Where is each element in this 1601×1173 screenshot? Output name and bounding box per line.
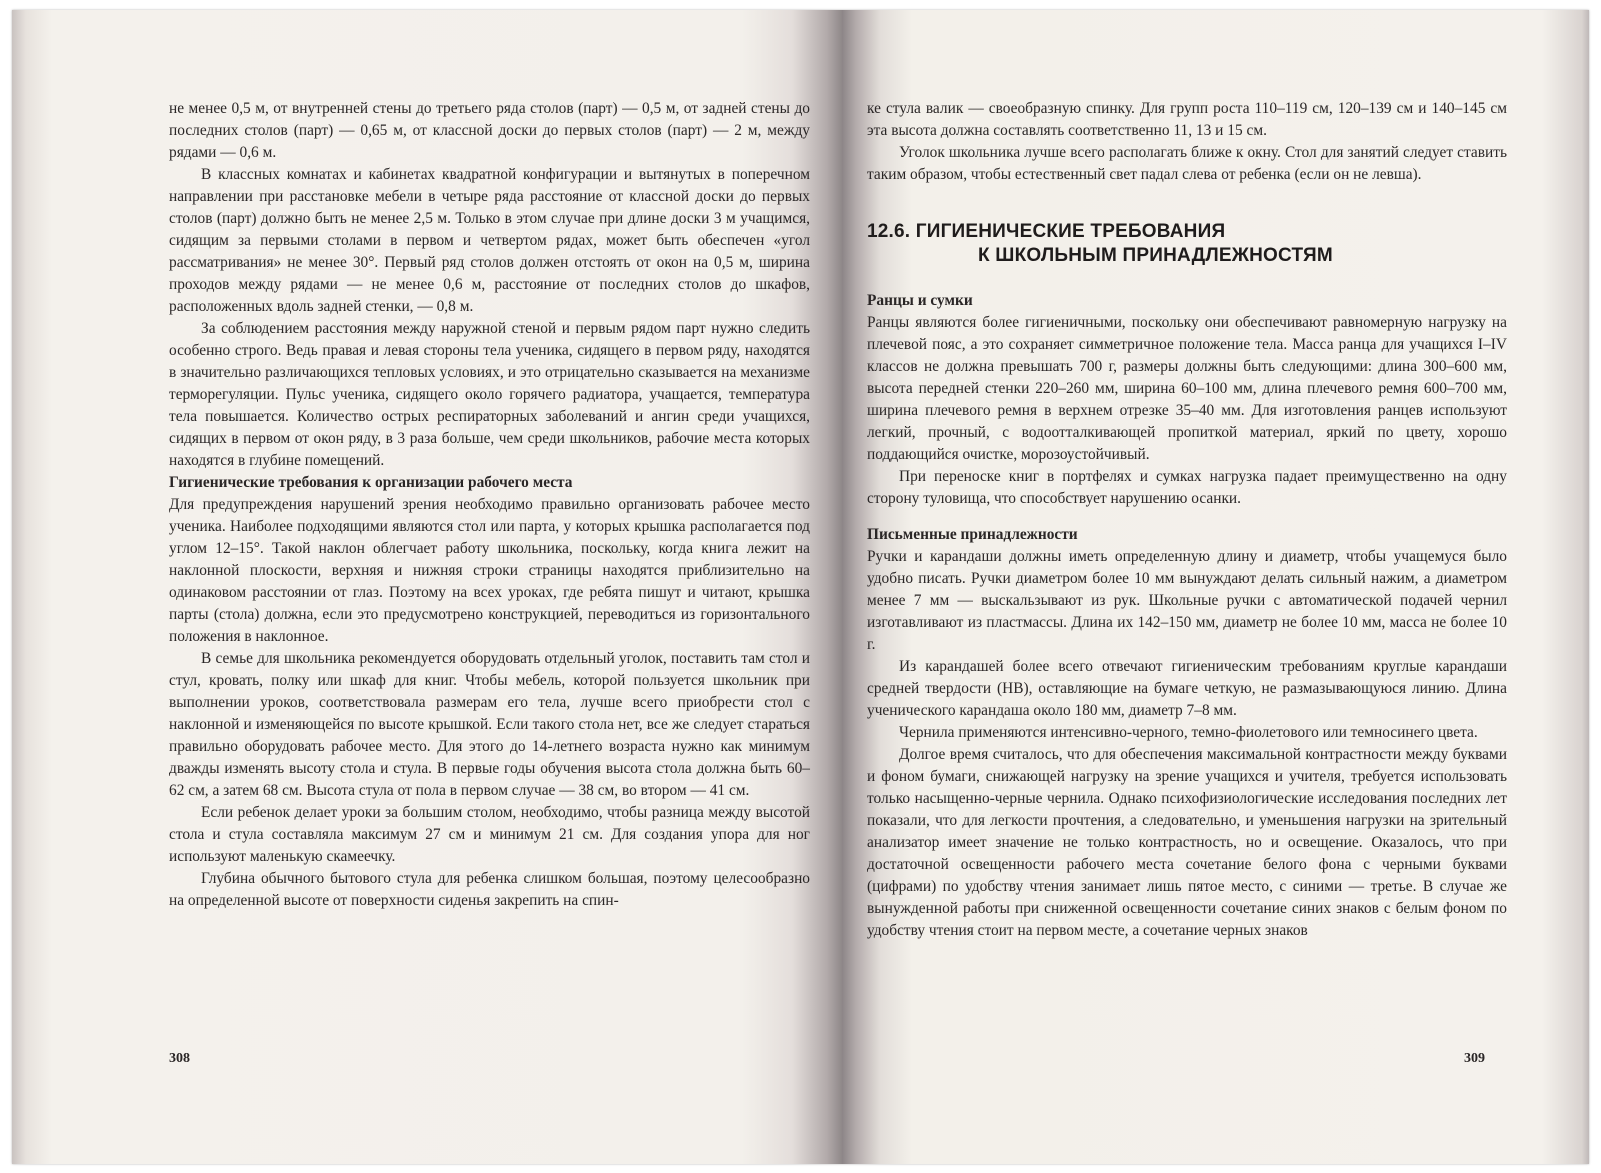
paragraph: Ручки и карандаши должны иметь определенную длину и диаметр, чтобы учащемуся было удобно писать. Ручки диаметром более 10 мм вынуждают делать сильный нажим, а диаметром менее 7 мм — выскальзывают из рук. Школьные ручки с автоматической подачей чернил изготавливают из пластмассы. Длина их 142–150 мм, диаметр не более 10 мм, масса не более 10 г. <box>867 548 1507 653</box>
page-number: 309 <box>1464 1051 1485 1066</box>
section-title <box>867 220 1507 268</box>
paragraph: При переноске книг в портфелях и сумках нагрузка падает преимущественно на одну сторону туловища, что способствует нарушению осанки. <box>867 468 1507 507</box>
paragraph: Глубина обычного бытового стула для ребенка слишком большая, поэтому целесообразно на определенной высоте от поверхности сиденья закрепить на спин- <box>169 870 810 909</box>
paragraph: Для предупреждения нарушений зрения необходимо правильно организовать рабочее место ученика. Наиболее подходящими являются стол или парта, у которых крышка располагается под углом 12–15°. Такой наклон облегчает работу школьника, поскольку, когда книга лежит на наклонной плоскости, верхняя и нижняя строки страницы находятся приблизительно на одинаковом расстоянии от глаз. Поэтому на всех уроках, где ребята пишут и читают, крышка парты (стола) должна, если это предусмотрено конструкцией, переводиться из горизонтального положения в наклонное. <box>169 496 810 645</box>
paragraph: ке стула валик — своеобразную спинку. Для групп роста 110–119 см, 120–139 см и 140–145 см эта высота должна составлять соответственно 11, 13 и 15 см. <box>867 100 1507 139</box>
paragraph: За соблюдением расстояния между наружной стеной и первым рядом парт нужно следить особенно строго. Ведь правая и левая стороны тела ученика, сидящего в первом ряду, находятся в значительно различающихся тепловых условиях, и это отрицательно сказывается на механизме терморегуляции. Пульс ученика, сидящего около горячего радиатора, учащается, температура тела повышается. Количество острых респираторных заболеваний и ангин среди учащихся, сидящих в первом от окон ряду, в 3 раза больше, чем среди школьников, рабочие места которых находятся в глубине помещений. <box>169 320 810 469</box>
section-title-line1: 12.6. ГИГИЕНИЧЕСКИЕ ТРЕБОВАНИЯ <box>867 221 1226 242</box>
paragraph: Из карандашей более всего отвечают гигиеническим требованиям круглые карандаши средней твердости (HB), оставляющие на бумаге четкую, не размазывающуюся линию. Длина ученического карандаша около 180 мм, диаметр 7–8 мм. <box>867 658 1507 719</box>
section-title-line2: К ШКОЛЬНЫМ ПРИНАДЛЕЖНОСТЯМ <box>978 245 1333 266</box>
book-spread <box>12 10 1589 1164</box>
paragraph: Ранцы являются более гигиеничными, поскольку они обеспечивают равномерную нагрузку на плечевой пояс, а это сохраняет симметричное положение тела. Масса ранца для учащихся I–IV классов не должна превышать 700 г, размеры должны быть следующими: длина 300–600 мм, высота передней стенки 220–260 мм, ширина 60–100 мм, длина плечевого ремня 600–700 мм, ширина плечевого ремня в верхнем отрезке 35–40 мм. Для изготовления ранцев используют легкий, прочный, с водоотталкивающей пропиткой материал, яркий по цвету, хорошо поддающийся очистке, морозоустойчивый. <box>867 314 1507 463</box>
left-page-text <box>169 98 810 912</box>
paragraph: В семье для школьника рекомендуется оборудовать отдельный уголок, поставить там стол и стул, кровать, полку или шкаф для книг. Чтобы мебель, которой пользуется школьник при выполнении уроков, соответствовала размерам его тела, лучше всего приобрести стол с наклонной и изменяющейся по высоте крышкой. Если такого стола нет, все же следует стараться правильно оборудовать рабочее место. Для этого до 14-летнего возраста нужно как минимум дважды изменять высоту стола и стула. В первые годы обучения высота стола должна быть 60–62 см, а затем 68 см. Высота стула от пола в первом случае — 38 см, во втором — 41 см. <box>169 650 810 799</box>
right-page <box>842 10 1589 1164</box>
paragraph: Долгое время считалось, что для обеспечения максимальной контрастности между буквами и фоном бумаги, снижающей нагрузку на зрение учащихся и учителя, требуется использовать только насыщенно-черные чернила. Однако психофизиологические исследования последних лет показали, что для легкости прочтения, а следовательно, и уменьшения нагрузки на зрительный анализатор имеет значение не только контрастность, но и освещение. Оказалось, что при достаточной освещенности рабочего места сочетание белого фона с черными буквами (цифрами) по удобству чтения занимает лишь пятое место, с синими — третье. В случае же вынужденной работы при сниженной освещенности сочетание синих знаков с белым фоном по удобству чтения стоит на первом месте, а сочетание черных знаков <box>867 746 1507 939</box>
paragraph: Чернила применяются интенсивно-черного, темно-фиолетового или темносинего цвета. <box>899 724 1478 741</box>
paragraph: Уголок школьника лучше всего располагать ближе к окну. Стол для занятий следует ставить таким образом, чтобы естественный свет падал слева от ребенка (если он не левша). <box>867 144 1507 183</box>
paragraph: Если ребенок делает уроки за большим столом, необходимо, чтобы разница между высотой стола и стула составляла максимум 27 см и минимум 21 см. Для создания упора для ног используют маленькую скамеечку. <box>169 804 810 865</box>
subheading-bags: Ранцы и сумки <box>867 292 973 309</box>
right-page-text <box>867 98 1507 942</box>
page-number: 308 <box>169 1051 190 1066</box>
left-page <box>12 10 842 1164</box>
paragraph: В классных комнатах и кабинетах квадратной конфигурации и вытянутых в поперечном направлении при расстановке мебели в четыре ряда расстояние от классной доски до первых столов (парт) должно быть не менее 2,5 м. Только в этом случае при длине доски 3 м учащимся, сидящим за первыми столами в первом и четвертом рядах, может быть обеспечен «угол рассматривания» не менее 30°. Первый ряд столов должен отстоять от окон на 0,5 м, ширина проходов между рядами — не менее 0,6 м, расстояние от последних столов до шкафов, расположенных вдоль задней стенки, — 0,8 м. <box>169 166 810 315</box>
paragraph: не менее 0,5 м, от внутренней стены до третьего ряда столов (парт) — 0,5 м, от задней стены до последних столов (парт) — 0,65 м, от классной доски до первых столов (парт) — 2 м, между рядами — 0,6 м. <box>169 100 810 161</box>
subheading-workplace: Гигиенические требования к организации рабочего места <box>169 474 573 491</box>
subheading-writing-supplies: Письменные принадлежности <box>867 526 1078 543</box>
